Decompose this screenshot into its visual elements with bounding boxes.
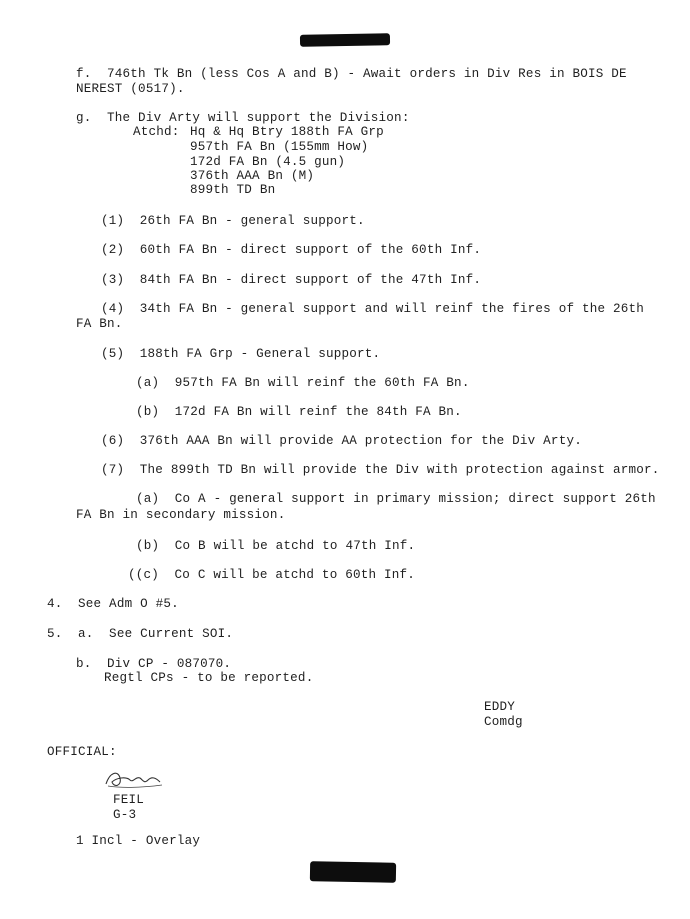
para-f-line-1: f. 746th Tk Bn (less Cos A and B) - Await orders in Div Res in BOIS DE — [76, 67, 627, 81]
attached-unit: 957th FA Bn (155mm How) — [190, 140, 369, 154]
official-label: OFFICIAL: — [47, 745, 117, 759]
attached-unit: 376th AAA Bn (M) — [190, 169, 315, 183]
sub-item-7a-line-1: (a) Co A - general support in primary mission; direct support 26th — [136, 492, 656, 506]
enclosure-line: 1 Incl - Overlay — [76, 834, 201, 848]
sub-item-7a-line-2: FA Bn in secondary mission. — [76, 508, 286, 522]
para-5b-line-1: b. Div CP - 087070. — [76, 657, 232, 671]
sub-item-4-line-1: (4) 34th FA Bn - general support and will reinf the fires of the 26th — [101, 302, 645, 316]
para-5b-line-2: Regtl CPs - to be reported. — [104, 671, 314, 685]
sub-item-5a: (a) 957th FA Bn will reinf the 60th FA Bn. — [136, 376, 470, 390]
attached-unit: 172d FA Bn (4.5 gun) — [190, 155, 346, 169]
sub-item-2: (2) 60th FA Bn - direct support of the 60th Inf. — [101, 243, 482, 257]
sub-item-7: (7) The 899th TD Bn will provide the Div with protection against armor. — [101, 463, 660, 477]
para-f-line-2: NEREST (0517). — [76, 82, 185, 96]
sub-item-1: (1) 26th FA Bn - general support. — [101, 214, 365, 228]
sub-item-5: (5) 188th FA Grp - General support. — [101, 347, 381, 361]
commander-title: Comdg — [484, 715, 523, 729]
handwritten-signature — [100, 768, 170, 792]
sub-item-4-line-2: FA Bn. — [76, 317, 123, 331]
para-4: 4. See Adm O #5. — [47, 597, 179, 611]
official-title: G-3 — [113, 808, 137, 822]
official-name: FEIL — [113, 793, 145, 807]
sub-item-5b: (b) 172d FA Bn will reinf the 84th FA Bn. — [136, 405, 462, 419]
sub-item-6: (6) 376th AAA Bn will provide AA protection for the Div Arty. — [101, 434, 582, 448]
sub-item-7b: (b) Co B will be atchd to 47th Inf. — [136, 539, 416, 553]
redaction-bottom — [310, 861, 396, 882]
sub-item-7c: ((c) Co C will be atchd to 60th Inf. — [128, 568, 416, 582]
sub-item-3: (3) 84th FA Bn - direct support of the 47th Inf. — [101, 273, 482, 287]
para-g-intro: g. The Div Arty will support the Division: — [76, 111, 410, 125]
attached-unit: Hq & Hq Btry 188th FA Grp — [190, 125, 384, 139]
para-5a: 5. a. See Current SOI. — [47, 627, 234, 641]
attached-unit: 899th TD Bn — [190, 183, 276, 197]
atchd-label: Atchd: — [133, 125, 180, 139]
redaction-top — [300, 33, 390, 47]
commander-name: EDDY — [484, 700, 516, 714]
